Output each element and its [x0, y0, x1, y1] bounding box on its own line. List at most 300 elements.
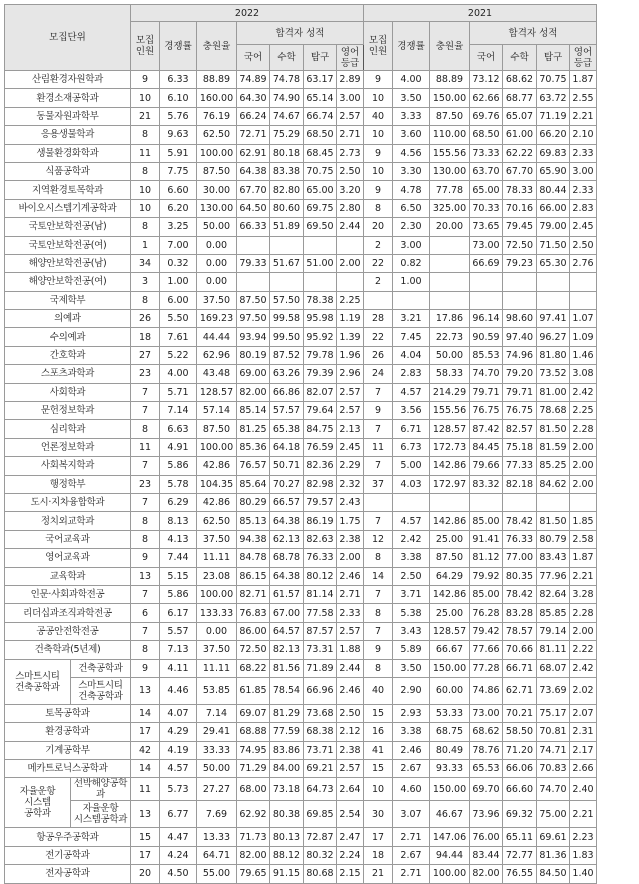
value-cell-2022: 4.00	[160, 365, 197, 383]
value-cell-2021: 73.00	[470, 236, 503, 254]
value-cell-2022: 13	[131, 567, 160, 585]
value-cell-2022: 11	[131, 144, 160, 162]
unit-name-cell: 전기공학과	[5, 846, 131, 864]
value-cell-2021	[537, 291, 570, 309]
value-cell-2021: 65.11	[503, 828, 537, 846]
value-cell-2021	[393, 291, 430, 309]
value-cell-2021	[537, 273, 570, 291]
value-cell-2022: 11.11	[197, 549, 237, 567]
value-cell-2022: 61.85	[237, 677, 270, 704]
value-cell-2022: 5.76	[160, 107, 197, 125]
table-row	[5, 760, 597, 778]
value-cell-2021: 66.00	[537, 199, 570, 217]
unit-name-cell: 인문·사회과학전공	[5, 585, 131, 603]
value-cell-2022: 64.38	[270, 512, 304, 530]
value-cell-2022: 17	[131, 723, 160, 741]
value-cell-2021: 65.90	[537, 162, 570, 180]
value-cell-2022: 82.63	[304, 530, 337, 548]
value-cell-2022: 2.47	[337, 828, 364, 846]
value-cell-2022: 2.57	[337, 760, 364, 778]
value-cell-2022: 2.80	[337, 199, 364, 217]
value-cell-2022: 66.86	[270, 383, 304, 401]
unit-name-cell: 심리학과	[5, 420, 131, 438]
value-cell-2021	[430, 493, 470, 511]
value-cell-2021: 84.62	[537, 475, 570, 493]
value-cell-2021: 2.76	[570, 254, 597, 272]
value-cell-2022: 7.44	[160, 549, 197, 567]
value-cell-2022: 73.71	[304, 741, 337, 759]
value-cell-2021: 30	[364, 801, 393, 828]
value-cell-2021: 81.11	[537, 641, 570, 659]
value-cell-2021: 2.71	[393, 828, 430, 846]
value-cell-2021: 28	[364, 310, 393, 328]
table-row	[5, 346, 597, 364]
value-cell-2022: 85.36	[237, 438, 270, 456]
value-cell-2021: 87.42	[470, 420, 503, 438]
value-cell-2021: 0.82	[393, 254, 430, 272]
value-cell-2021: 3.50	[393, 659, 430, 677]
table-row	[5, 585, 597, 603]
value-cell-2022: 66.24	[237, 107, 270, 125]
value-cell-2022: 70.27	[270, 475, 304, 493]
value-cell-2021: 142.86	[430, 585, 470, 603]
value-cell-2022: 53.85	[197, 677, 237, 704]
english-header-2022: 영어 등급	[337, 45, 364, 71]
competition-header-2022: 경쟁률	[160, 22, 197, 71]
value-cell-2022: 87.50	[237, 291, 270, 309]
unit-name-cell: 수의예과	[5, 328, 131, 346]
value-cell-2022: 27.27	[197, 778, 237, 801]
value-cell-2022: 3.00	[337, 89, 364, 107]
value-cell-2021: 2	[364, 273, 393, 291]
value-cell-2021: 26	[364, 346, 393, 364]
value-cell-2021: 66.69	[470, 254, 503, 272]
admissions-table-container	[4, 4, 597, 884]
value-cell-2022: 3.20	[337, 181, 364, 199]
value-cell-2021: 4.56	[393, 144, 430, 162]
value-cell-2022: 72.87	[304, 828, 337, 846]
group-name-cell: 스마트시티 건축공학과	[5, 659, 71, 704]
value-cell-2022: 27	[131, 346, 160, 364]
value-cell-2021: 85.00	[470, 512, 503, 530]
value-cell-2022: 2.38	[337, 741, 364, 759]
competition-header-2021: 경쟁률	[393, 22, 430, 71]
value-cell-2021: 85.25	[537, 457, 570, 475]
table-row	[5, 273, 597, 291]
value-cell-2022: 23.08	[197, 567, 237, 585]
value-cell-2021: 74.71	[537, 741, 570, 759]
value-cell-2021: 76.00	[470, 828, 503, 846]
value-cell-2021: 155.56	[430, 402, 470, 420]
value-cell-2021	[364, 291, 393, 309]
unit-name-cell: 건축학과(5년제)	[5, 641, 131, 659]
value-cell-2021: 3.21	[393, 310, 430, 328]
table-row	[5, 365, 597, 383]
value-cell-2022: 2.46	[337, 677, 364, 704]
value-cell-2022: 73.18	[270, 778, 304, 801]
value-cell-2021: 65.00	[470, 181, 503, 199]
value-cell-2021: 3.38	[393, 549, 430, 567]
value-cell-2021: 78.42	[503, 512, 537, 530]
value-cell-2021	[364, 493, 393, 511]
value-cell-2021: 2.00	[570, 475, 597, 493]
value-cell-2021: 70.66	[503, 641, 537, 659]
value-cell-2021: 62.22	[503, 144, 537, 162]
value-cell-2022: 10	[131, 89, 160, 107]
value-cell-2022: 82.71	[237, 585, 270, 603]
value-cell-2022: 2.32	[337, 475, 364, 493]
value-cell-2022: 42	[131, 741, 160, 759]
value-cell-2022: 66.33	[237, 218, 270, 236]
value-cell-2021	[470, 273, 503, 291]
value-cell-2022: 63.17	[304, 71, 337, 89]
table-row	[5, 741, 597, 759]
value-cell-2021	[430, 236, 470, 254]
value-cell-2022: 82.80	[270, 181, 304, 199]
value-cell-2022: 82.00	[237, 383, 270, 401]
table-row	[5, 254, 597, 272]
unit-name-cell: 의예과	[5, 310, 131, 328]
value-cell-2022: 86.19	[304, 512, 337, 530]
value-cell-2022: 79.57	[304, 493, 337, 511]
scores-header-2021: 합격자 성적	[470, 22, 597, 45]
unit-name-cell: 국토안보학전공(남)	[5, 218, 131, 236]
value-cell-2022: 68.50	[304, 126, 337, 144]
value-cell-2021: 8	[364, 604, 393, 622]
value-cell-2022: 64.50	[237, 199, 270, 217]
value-cell-2021: 75.00	[537, 801, 570, 828]
year-2021-header: 2021	[364, 5, 597, 22]
value-cell-2021: 2.46	[393, 741, 430, 759]
value-cell-2022: 13.33	[197, 828, 237, 846]
value-cell-2022: 8	[131, 512, 160, 530]
value-cell-2021: 63.70	[470, 162, 503, 180]
value-cell-2021: 9	[364, 144, 393, 162]
table-row	[5, 328, 597, 346]
value-cell-2021	[430, 273, 470, 291]
value-cell-2021: 74.70	[537, 778, 570, 801]
value-cell-2022: 100.00	[197, 438, 237, 456]
unit-name-cell: 기계공학부	[5, 741, 131, 759]
value-cell-2021: 97.41	[537, 310, 570, 328]
value-cell-2022: 73.68	[304, 704, 337, 722]
value-cell-2022: 2.46	[337, 567, 364, 585]
value-cell-2022: 57.14	[197, 402, 237, 420]
value-cell-2021: 79.71	[470, 383, 503, 401]
table-row	[5, 493, 597, 511]
value-cell-2022: 80.68	[304, 865, 337, 883]
unit-name-cell: 정치외교학과	[5, 512, 131, 530]
value-cell-2022: 0.00	[197, 622, 237, 640]
value-cell-2022: 2.44	[337, 218, 364, 236]
value-cell-2022: 65.38	[270, 420, 304, 438]
value-cell-2022: 69.00	[237, 365, 270, 383]
value-cell-2022: 69.21	[304, 760, 337, 778]
value-cell-2021: 2.00	[570, 622, 597, 640]
value-cell-2021: 2.71	[393, 865, 430, 883]
value-cell-2021: 78.42	[503, 585, 537, 603]
value-cell-2021: 87.50	[430, 107, 470, 125]
value-cell-2022: 80.13	[270, 828, 304, 846]
value-cell-2021: 16	[364, 723, 393, 741]
value-cell-2021: 2.21	[570, 801, 597, 828]
table-row	[5, 71, 597, 89]
value-cell-2021: 70.16	[503, 199, 537, 217]
value-cell-2021: 6.50	[393, 199, 430, 217]
value-cell-2021: 1.46	[570, 346, 597, 364]
value-cell-2021: 78.33	[503, 181, 537, 199]
value-cell-2022: 128.57	[197, 383, 237, 401]
value-cell-2021: 70.81	[537, 723, 570, 741]
table-row	[5, 704, 597, 722]
value-cell-2021: 53.33	[430, 704, 470, 722]
value-cell-2021	[503, 273, 537, 291]
value-cell-2021: 74.86	[470, 677, 503, 704]
value-cell-2021: 2	[364, 236, 393, 254]
value-cell-2022: 6.29	[160, 493, 197, 511]
value-cell-2021: 77.96	[537, 567, 570, 585]
value-cell-2022: 2.71	[337, 126, 364, 144]
value-cell-2021: 2.00	[570, 457, 597, 475]
value-cell-2022: 2.24	[337, 846, 364, 864]
value-cell-2022: 21	[131, 107, 160, 125]
value-cell-2021	[570, 493, 597, 511]
value-cell-2022: 85.64	[237, 475, 270, 493]
value-cell-2022: 67.00	[270, 604, 304, 622]
value-cell-2021: 68.77	[503, 89, 537, 107]
value-cell-2022: 87.57	[304, 622, 337, 640]
value-cell-2021: 77.28	[470, 659, 503, 677]
table-row	[5, 846, 597, 864]
table-row	[5, 383, 597, 401]
value-cell-2021: 12	[364, 530, 393, 548]
value-cell-2021: 71.19	[537, 107, 570, 125]
value-cell-2022: 2.73	[337, 144, 364, 162]
value-cell-2022	[304, 236, 337, 254]
value-cell-2021: 10	[364, 126, 393, 144]
value-cell-2021: 2.30	[393, 218, 430, 236]
value-cell-2021: 84.50	[537, 865, 570, 883]
value-cell-2022: 1.39	[337, 328, 364, 346]
value-cell-2021: 68.75	[430, 723, 470, 741]
value-cell-2022: 76.57	[237, 457, 270, 475]
unit-name-cell: 환경소재공학과	[5, 89, 131, 107]
value-cell-2021: 83.43	[537, 549, 570, 567]
value-cell-2021: 3.71	[393, 585, 430, 603]
value-cell-2022: 93.94	[237, 328, 270, 346]
value-cell-2021: 58.33	[430, 365, 470, 383]
value-cell-2022: 62.13	[270, 530, 304, 548]
value-cell-2021: 67.70	[503, 162, 537, 180]
value-cell-2022: 68.22	[237, 659, 270, 677]
table-row	[5, 236, 597, 254]
value-cell-2021: 2.21	[570, 107, 597, 125]
value-cell-2022: 42.86	[197, 493, 237, 511]
value-cell-2021: 2.40	[570, 778, 597, 801]
value-cell-2021: 93.33	[430, 760, 470, 778]
value-cell-2022: 81.56	[270, 659, 304, 677]
value-cell-2021	[503, 493, 537, 511]
value-cell-2021: 2.66	[570, 760, 597, 778]
value-cell-2022: 8	[131, 530, 160, 548]
value-cell-2022: 8	[131, 291, 160, 309]
value-cell-2021: 8	[364, 659, 393, 677]
table-row	[5, 144, 597, 162]
value-cell-2022: 37.50	[197, 530, 237, 548]
value-cell-2022: 79.39	[304, 365, 337, 383]
value-cell-2021: 98.60	[503, 310, 537, 328]
table-row	[5, 199, 597, 217]
value-cell-2022: 95.92	[304, 328, 337, 346]
value-cell-2021: 94.44	[430, 846, 470, 864]
value-cell-2022: 2.29	[337, 457, 364, 475]
value-cell-2021: 81.36	[537, 846, 570, 864]
value-cell-2021: 9	[364, 402, 393, 420]
value-cell-2021	[470, 493, 503, 511]
value-cell-2021: 9	[364, 181, 393, 199]
table-row	[5, 107, 597, 125]
value-cell-2021: 83.44	[470, 846, 503, 864]
value-cell-2021: 5.38	[393, 604, 430, 622]
value-cell-2021: 2.31	[570, 723, 597, 741]
value-cell-2022: 71.89	[304, 659, 337, 677]
table-row	[5, 549, 597, 567]
value-cell-2021: 2.67	[393, 846, 430, 864]
value-cell-2021: 73.12	[470, 71, 503, 89]
value-cell-2022: 43.48	[197, 365, 237, 383]
value-cell-2022: 133.33	[197, 604, 237, 622]
value-cell-2021: 70.21	[503, 704, 537, 722]
value-cell-2021: 69.70	[470, 778, 503, 801]
value-cell-2021: 2.21	[570, 567, 597, 585]
value-cell-2022: 87.52	[270, 346, 304, 364]
value-cell-2022: 71.29	[237, 760, 270, 778]
value-cell-2022: 4.50	[160, 865, 197, 883]
value-cell-2021: 25.00	[430, 530, 470, 548]
unit-name-cell: 사회복지학과	[5, 457, 131, 475]
value-cell-2022: 67.70	[237, 181, 270, 199]
value-cell-2022: 9	[131, 549, 160, 567]
value-cell-2022: 5.15	[160, 567, 197, 585]
value-cell-2021: 66.20	[537, 126, 570, 144]
math-header-2021: 수학	[503, 45, 537, 71]
value-cell-2022: 88.12	[270, 846, 304, 864]
value-cell-2021: 2.58	[570, 530, 597, 548]
value-cell-2022: 68.00	[237, 778, 270, 801]
value-cell-2021: 75.18	[503, 438, 537, 456]
unit-name-cell: 영어교육과	[5, 549, 131, 567]
value-cell-2022: 5.22	[160, 346, 197, 364]
value-cell-2021: 3.38	[393, 723, 430, 741]
korean-header-2022: 국어	[237, 45, 270, 71]
value-cell-2021: 14	[364, 567, 393, 585]
value-cell-2022: 1.00	[160, 273, 197, 291]
value-cell-2022: 4.47	[160, 828, 197, 846]
value-cell-2022: 2.57	[337, 107, 364, 125]
value-cell-2022: 5.86	[160, 457, 197, 475]
value-cell-2021: 70.33	[470, 199, 503, 217]
value-cell-2022: 2.33	[337, 604, 364, 622]
value-cell-2022: 81.14	[304, 585, 337, 603]
value-cell-2022: 63.26	[270, 365, 304, 383]
value-cell-2022: 66.96	[304, 677, 337, 704]
unit-name-cell: 동물자원과학부	[5, 107, 131, 125]
fill-rate-header-2022: 충원율	[197, 22, 237, 71]
value-cell-2021: 2.33	[570, 181, 597, 199]
value-cell-2021: 5.89	[393, 641, 430, 659]
table-row	[5, 310, 597, 328]
value-cell-2021: 3.00	[570, 162, 597, 180]
value-cell-2022: 57.57	[270, 402, 304, 420]
value-cell-2022: 11.11	[197, 659, 237, 677]
value-cell-2021: 62.71	[503, 677, 537, 704]
value-cell-2022: 84.75	[304, 420, 337, 438]
value-cell-2022: 77.58	[304, 604, 337, 622]
value-cell-2022: 4.91	[160, 438, 197, 456]
value-cell-2021: 150.00	[430, 89, 470, 107]
value-cell-2021	[570, 291, 597, 309]
value-cell-2022: 34	[131, 254, 160, 272]
value-cell-2021: 17	[364, 828, 393, 846]
value-cell-2021: 82.18	[503, 475, 537, 493]
value-cell-2021	[393, 493, 430, 511]
value-cell-2021: 3.07	[393, 801, 430, 828]
value-cell-2021: 66.60	[503, 778, 537, 801]
value-cell-2022: 130.00	[197, 199, 237, 217]
value-cell-2021: 69.61	[537, 828, 570, 846]
value-cell-2021: 7	[364, 457, 393, 475]
value-cell-2021: 76.33	[503, 530, 537, 548]
value-cell-2022: 91.15	[270, 865, 304, 883]
value-cell-2021: 77.00	[503, 549, 537, 567]
value-cell-2021: 10	[364, 778, 393, 801]
value-cell-2022: 100.00	[197, 144, 237, 162]
unit-header: 모집단위	[5, 5, 131, 71]
value-cell-2021: 79.92	[470, 567, 503, 585]
value-cell-2022: 1.19	[337, 310, 364, 328]
value-cell-2021: 61.00	[503, 126, 537, 144]
value-cell-2021: 22.73	[430, 328, 470, 346]
value-cell-2022: 79.33	[237, 254, 270, 272]
value-cell-2021: 69.32	[503, 801, 537, 828]
value-cell-2022: 64.71	[197, 846, 237, 864]
value-cell-2021: 82.00	[470, 865, 503, 883]
value-cell-2022: 7.00	[160, 236, 197, 254]
value-cell-2021: 78.76	[470, 741, 503, 759]
value-cell-2022: 3	[131, 273, 160, 291]
value-cell-2021: 70.75	[537, 71, 570, 89]
value-cell-2022: 61.57	[270, 585, 304, 603]
value-cell-2021: 4.78	[393, 181, 430, 199]
value-cell-2021: 4.00	[393, 71, 430, 89]
value-cell-2021: 4.57	[393, 383, 430, 401]
value-cell-2022	[270, 273, 304, 291]
value-cell-2021: 2.28	[570, 420, 597, 438]
value-cell-2022: 3.25	[160, 218, 197, 236]
value-cell-2022: 4.19	[160, 741, 197, 759]
value-cell-2021: 1.40	[570, 865, 597, 883]
value-cell-2022: 50.00	[197, 760, 237, 778]
value-cell-2021: 7	[364, 622, 393, 640]
value-cell-2021: 73.96	[470, 801, 503, 828]
value-cell-2021: 79.20	[503, 365, 537, 383]
value-cell-2022: 8	[131, 162, 160, 180]
table-row	[5, 126, 597, 144]
value-cell-2021: 17.86	[430, 310, 470, 328]
unit-name-cell: 지역환경토목학과	[5, 181, 131, 199]
value-cell-2022: 2.57	[337, 402, 364, 420]
value-cell-2021: 87.50	[430, 549, 470, 567]
